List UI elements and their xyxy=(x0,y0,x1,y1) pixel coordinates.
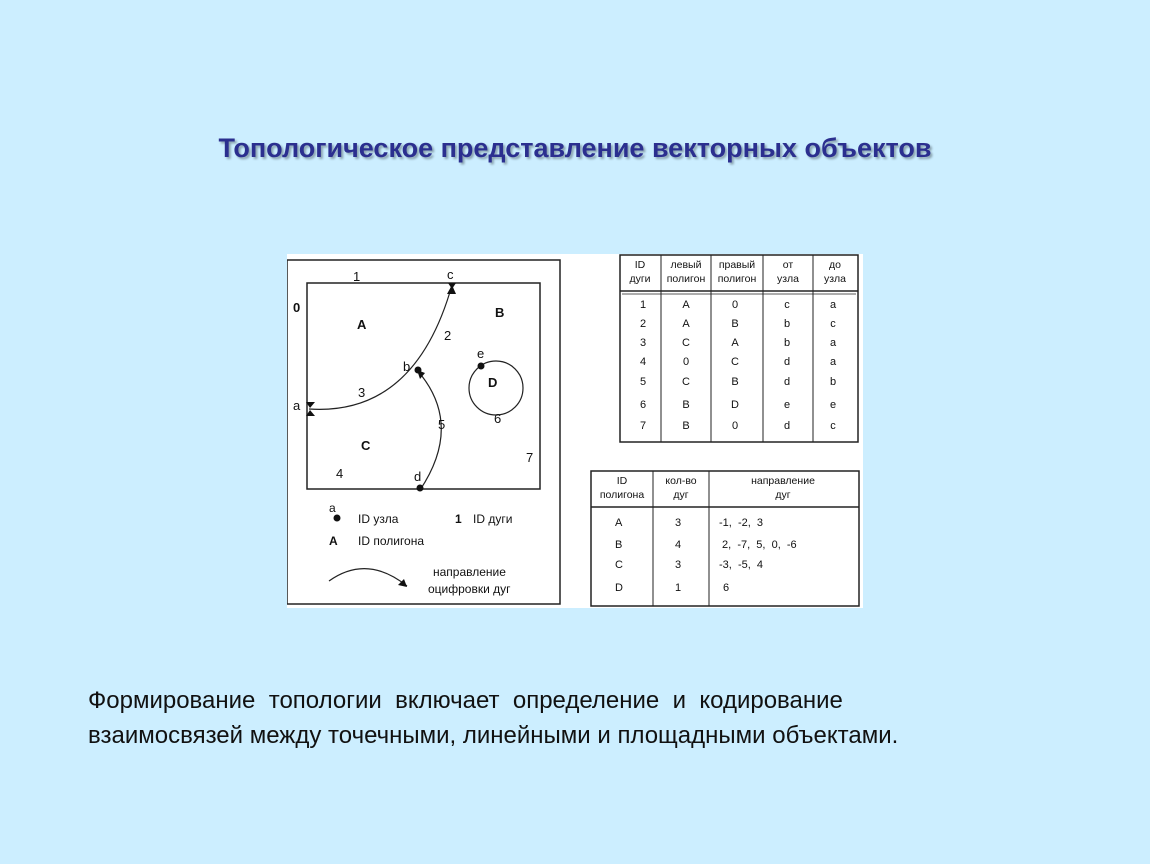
polygon-table-header-id-sub: полигона xyxy=(599,489,645,501)
arc-table-cell: 1 xyxy=(639,299,647,311)
polygon-table-header-count: кол-во xyxy=(665,475,697,487)
arc-table-cell: e xyxy=(829,399,837,411)
arc-table xyxy=(620,255,858,442)
arc-label-3: 3 xyxy=(358,385,366,400)
arc-table-cell: B xyxy=(682,420,690,432)
legend-direction-curve xyxy=(329,569,407,586)
legend-direction-line2: оцифровки дуг xyxy=(428,582,511,596)
arc-table-cell: C xyxy=(731,356,739,368)
body-line-1: Формирование топологии включает определение и кодирование xyxy=(88,687,843,714)
polygon-table-cell: 2, -7, 5, 0, -6 xyxy=(719,539,797,551)
arc-table-cell: 5 xyxy=(639,376,647,388)
arc-table-cell: d xyxy=(783,356,791,368)
arc-table-cell: C xyxy=(682,337,690,349)
legend-node-sample: a xyxy=(329,501,336,515)
polygon-table-header-direction: направление xyxy=(751,475,815,487)
arc-table-cell: 6 xyxy=(639,399,647,411)
polygon-table-header-id: ID xyxy=(616,475,628,487)
arc-table-header-from-sub: узла xyxy=(777,273,799,285)
legend-arc-label: ID дуги xyxy=(473,512,513,526)
polygon-label-D: D xyxy=(488,375,498,390)
node-label-e: e xyxy=(477,346,485,361)
legend-node-label: ID узла xyxy=(358,512,399,526)
arc-table-header-to-sub: узла xyxy=(824,273,846,285)
legend-node-dot xyxy=(334,515,341,522)
polygon-table-header-count-sub: дуг xyxy=(673,489,689,501)
topology-figure xyxy=(287,254,863,608)
arc-label-5: 5 xyxy=(438,417,446,432)
topology-diagram-svg xyxy=(287,254,863,608)
polygon-table-cell: -3, -5, 4 xyxy=(719,559,764,571)
node-label-c: c xyxy=(447,267,454,282)
polygon-label-B: B xyxy=(495,305,505,320)
arc-table-cell: 3 xyxy=(639,337,647,349)
arc-table-cell: a xyxy=(829,356,837,368)
arc-table-cell: a xyxy=(829,299,837,311)
polygon-table-cell: 1 xyxy=(675,582,682,594)
arc-table-cell: d xyxy=(783,376,791,388)
node-c-arrow-top xyxy=(448,283,456,289)
polygon-table-cell: B xyxy=(615,539,623,551)
arc-table-cell: 0 xyxy=(731,420,739,432)
body-line-2: взаимосвязей между точечными, линейными и площадными объектами. xyxy=(88,722,899,749)
arc-table-cell: c xyxy=(830,420,836,432)
arc-table-cell: a xyxy=(829,337,837,349)
polygon-label-C: C xyxy=(361,438,371,453)
arc-3-2-curve xyxy=(309,285,452,409)
arc-table-header-to: до xyxy=(829,259,841,271)
arc-table-cell: 0 xyxy=(682,356,690,368)
arc-table-cell: C xyxy=(682,376,690,388)
legend-arc-sample: 1 xyxy=(455,512,462,526)
map-inner-frame xyxy=(307,283,540,489)
arc-label-0: 0 xyxy=(293,300,301,315)
polygon-table-cell: 3 xyxy=(675,559,682,571)
legend-polygon-label: ID полигона xyxy=(358,534,425,548)
node-label-b: b xyxy=(403,359,411,374)
polygon-table-header-direction-sub: дуг xyxy=(775,489,791,501)
arc-table-cell: 7 xyxy=(639,420,647,432)
legend-polygon-sample: A xyxy=(329,534,338,548)
polygon-table-cell: C xyxy=(615,559,623,571)
arc-table-cell: B xyxy=(682,399,690,411)
arc-table-cell: D xyxy=(731,399,739,411)
polygon-table-cell: D xyxy=(615,582,623,594)
map-legend xyxy=(329,501,512,596)
legend-direction-line1: направление xyxy=(433,565,506,579)
arc-table-cell: e xyxy=(783,399,791,411)
arc-table-header-right-sub: полигон xyxy=(717,273,757,285)
arc-table-header-right: правый xyxy=(718,259,756,271)
arc-table-header-id: ID xyxy=(634,259,646,271)
node-label-a: a xyxy=(293,398,301,413)
arc-table-header-left: левый xyxy=(670,259,702,271)
topology-map xyxy=(287,260,560,604)
arc-table-cell: b xyxy=(783,337,791,349)
node-b-dot xyxy=(415,367,422,374)
arc-label-7: 7 xyxy=(526,450,534,465)
arc-label-1: 1 xyxy=(353,269,361,284)
arc-table-cell: 4 xyxy=(639,356,647,368)
map-outer-frame xyxy=(287,260,560,604)
node-label-d: d xyxy=(414,469,422,484)
arc-table-cell: A xyxy=(682,318,690,330)
arc-label-2: 2 xyxy=(444,328,452,343)
arc-table-cell: c xyxy=(830,318,836,330)
arc-table-cell: c xyxy=(784,299,790,311)
arc-table-cell: b xyxy=(829,376,837,388)
slide-title: Топологическое представление векторных объектов xyxy=(218,133,932,163)
arc-table-header-left-sub: полигон xyxy=(666,273,706,285)
arc-table-cell: d xyxy=(783,420,791,432)
polygon-label-A: A xyxy=(357,317,367,332)
polygon-table-cell: 6 xyxy=(723,582,730,594)
node-d-dot xyxy=(417,485,424,492)
arc-label-6: 6 xyxy=(494,411,502,426)
arc-table-header-id-sub: дуги xyxy=(629,273,651,285)
arc-table-cell: A xyxy=(682,299,690,311)
body-paragraph xyxy=(88,683,1088,753)
node-e-dot xyxy=(478,363,485,370)
arc-table-cell: A xyxy=(731,337,739,349)
arc-table-cell: B xyxy=(731,376,739,388)
polygon-table-cell: A xyxy=(615,517,623,529)
polygon-table-cell: -1, -2, 3 xyxy=(719,517,764,529)
arc-table-cell: 2 xyxy=(639,318,647,330)
arc-table-cell: 0 xyxy=(731,299,739,311)
arc-table-cell: B xyxy=(731,318,739,330)
arc-table-cell: b xyxy=(783,318,791,330)
polygon-table-cell: 3 xyxy=(675,517,682,529)
arc-table-header-from: от xyxy=(782,259,794,271)
arc-label-4: 4 xyxy=(336,466,344,481)
polygon-table xyxy=(591,471,859,606)
polygon-table-cell: 4 xyxy=(675,539,682,551)
